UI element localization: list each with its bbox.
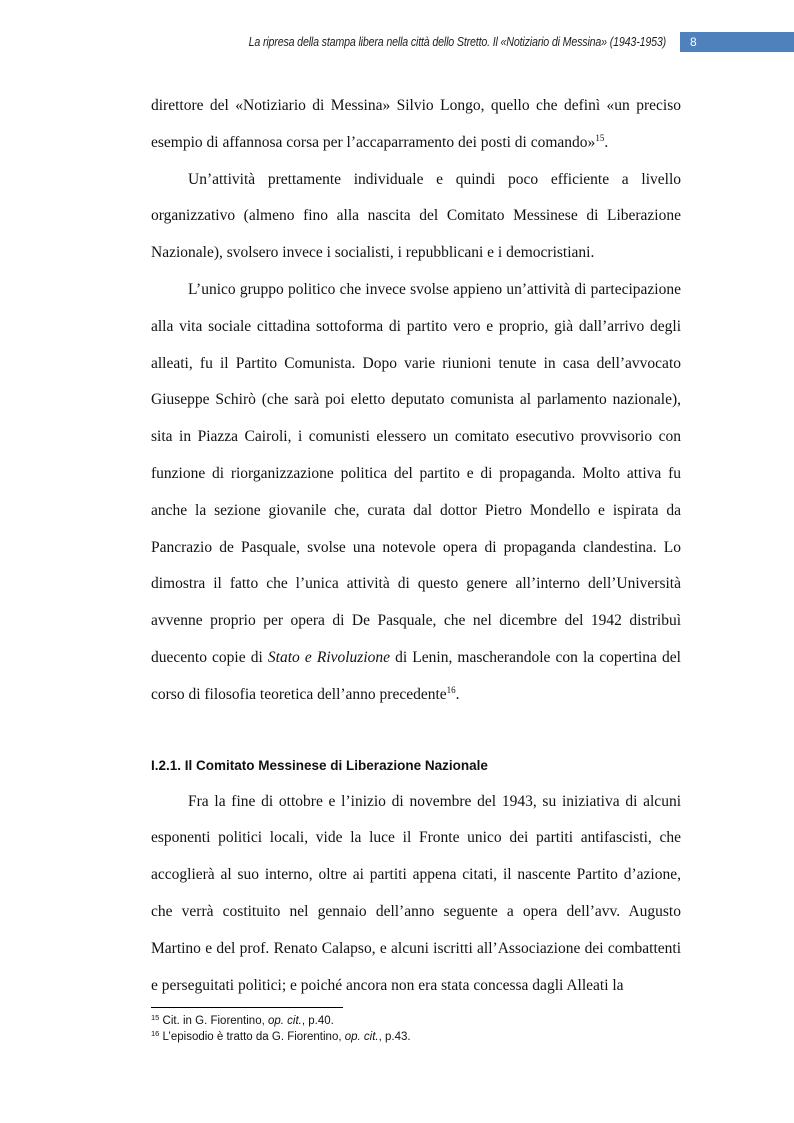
body-text bbox=[151, 88, 681, 1004]
footnote: $^{15}$ Cit. in G. Fiorentino, op. cit., p.40. bbox=[151, 1013, 334, 1027]
paragraph: Fra la fine di ottobre e l’inizio di novembre del 1943, su iniziativa di alcuni esponenti politici locali, vide la luce il Fronte unico dei partiti antifascisti, che accoglierà al suo interno, oltre ai partiti appena citati, il nascente Partito d’azione, che verrà costituito nel gennaio dell’anno seguente a opera dell’avv. Augusto Martino e del prof. Renato Calapso, e alcuni iscritti all’Associazione dei combattenti e perseguitati politici; e poiché ancora non era stata concessa dagli Alleati la bbox=[151, 792, 681, 994]
footnote-separator bbox=[151, 1007, 343, 1008]
paragraph: direttore del «Notiziario di Messina» Silvio Longo, quello che definì «un preciso esempio di affannosa corsa per l’accaparramento dei posti di comando»$^{15}$. bbox=[151, 97, 681, 151]
page-header bbox=[0, 30, 794, 54]
running-title: La ripresa della stampa libera nella città dello Stretto. Il «Notiziario di Messina» (1943-1953) bbox=[248, 34, 666, 49]
paragraph: Un’attività prettamente individuale e quindi poco efficiente a livello organizzativo (almeno fino alla nascita del Comitato Messinese di Liberazione Nazionale), svolsero invece i socialisti, i repubblicani e i democristiani. bbox=[151, 170, 681, 262]
paragraph: L’unico gruppo politico che invece svolse appieno un’attività di partecipazione alla vita sociale cittadina sottoforma di partito vero e proprio, già dall’arrivo degli alleati, fu il Partito Comunista. Dopo varie riunioni tenute in casa dell’avvocato Giuseppe Schirò (che sarà poi eletto deputato comunista al parlamento nazionale), sita in Piazza Cairoli, i comunisti elessero un comitato esecutivo provvisorio con funzione di riorganizzazione politica del partito e di propaganda. Molto attiva fu anche la sezione giovanile che, curata dal dottor Pietro Mondello e ispirata da Pancrazio de Pasquale, svolse una notevole opera di propaganda clandestina. Lo dimostra il fatto che l’unica attività di questo genere all’interno dell’Università avvenne proprio per opera di De Pasquale, che nel dicembre del 1942 distribuì duecento copie di Stato e Rivoluzione di Lenin, mascherandole con la copertina del corso di filosofia teoretica dell’anno precedente$^{16}$. bbox=[151, 280, 681, 703]
section-heading: I.2.1. Il Comitato Messinese di Liberazione Nazionale bbox=[151, 757, 488, 773]
footnote: $^{16}$ L’episodio è tratto da G. Fiorentino, op. cit., p.43. bbox=[151, 1029, 411, 1043]
footnotes bbox=[151, 1013, 411, 1045]
footnote-ref[interactable]: 15 bbox=[595, 132, 605, 143]
book-title: Stato e Rivoluzione bbox=[267, 648, 391, 666]
footnote-ref[interactable]: 16 bbox=[446, 684, 456, 695]
page-number: 8 bbox=[680, 32, 794, 52]
